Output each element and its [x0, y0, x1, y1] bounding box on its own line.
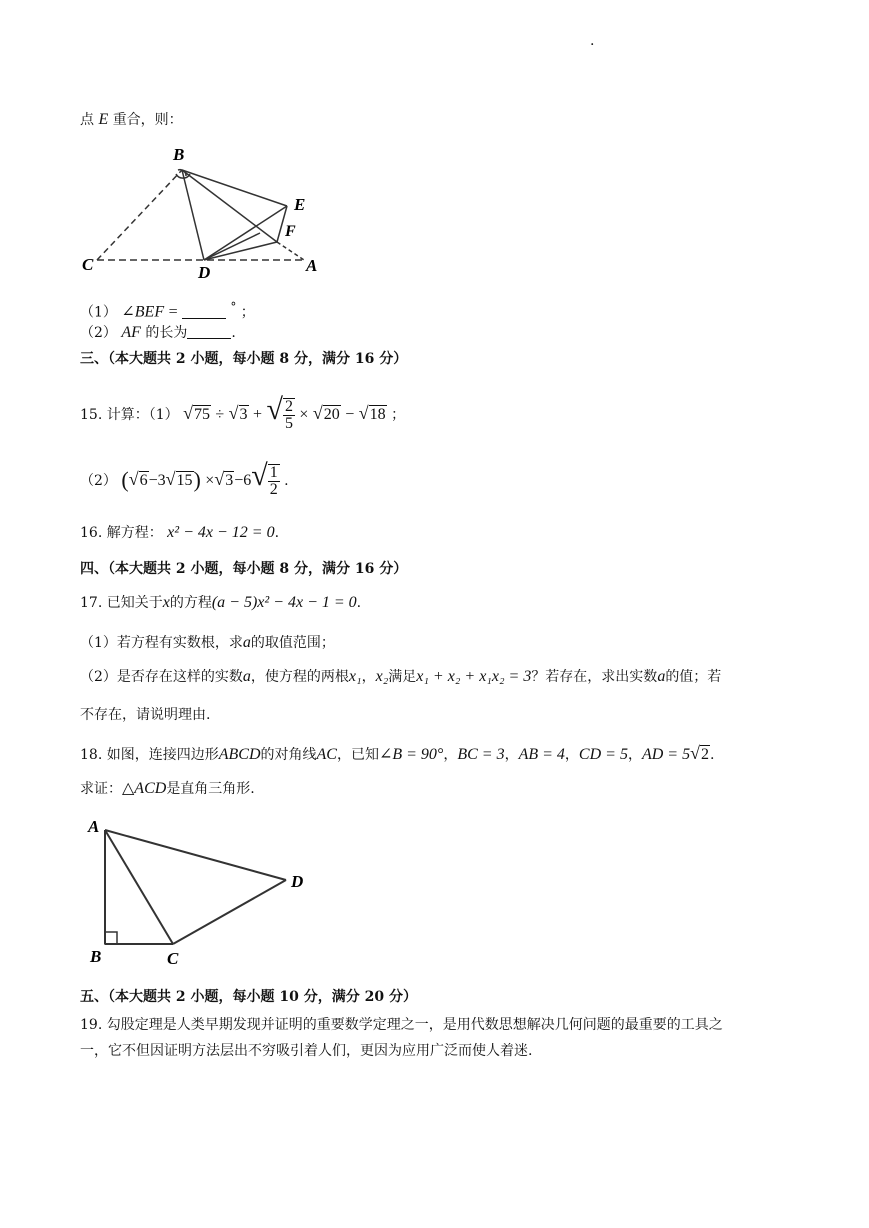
q14-part1-unit: °: [230, 300, 237, 314]
q17-p1-post: 的取值范围；: [250, 635, 335, 651]
q18-sep: ，: [443, 747, 458, 763]
q14-part2-num: （2）: [80, 325, 117, 341]
q18-ab: AB = 4: [518, 746, 565, 763]
q14-part1-expr: ∠BEF: [121, 303, 165, 321]
q14-figure: [82, 140, 332, 280]
q15-p2-fnum: 1: [269, 464, 278, 481]
q14-tail-pre: 点: [80, 112, 94, 128]
sqrt-icon: √: [128, 469, 139, 489]
fig14-label-b: B: [173, 145, 185, 164]
q16-end: .: [274, 525, 280, 541]
segment-df: [204, 242, 277, 260]
q17-p2-b: ，使方程的两根: [250, 669, 349, 685]
q16: [80, 524, 279, 542]
segment-ac: [105, 830, 173, 944]
q18-ad-rad: 2: [700, 746, 709, 763]
q14-stem-tail: [80, 111, 183, 129]
q15-p2-rp: ): [193, 467, 201, 492]
q17-stem-var: x: [162, 594, 170, 611]
fig14-label-d: D: [198, 263, 211, 280]
q15-label: 15. 计算：（1）: [80, 407, 179, 423]
q15-p2-r2: 15: [176, 472, 193, 489]
q18-angle: ∠B = 90°: [378, 746, 444, 763]
q15-p2-fden: 2: [269, 481, 278, 498]
fig14-label-f: F: [285, 223, 296, 240]
q17-stem-eq: (a − 5)x² − 4x − 1 = 0: [211, 594, 357, 611]
sqrt-icon: √: [266, 393, 283, 426]
q17-stem-mid: 的方程: [169, 595, 212, 611]
sqrt-icon: √: [183, 403, 193, 423]
q15-part2: [80, 456, 289, 501]
q15-p1-minus: −: [345, 406, 355, 423]
q15-p1-r2: 3: [239, 406, 248, 423]
q19-line2: 一，它不但因证明方法层出不穷吸引着人们，更因为应用广泛而使人着迷.: [80, 1043, 533, 1059]
q18-ad: AD = 5: [641, 746, 691, 763]
q18-line2: [80, 780, 255, 798]
q18-tri: △ACD: [122, 780, 167, 797]
q15-p1-r4: 18: [369, 406, 386, 423]
q17-stem: [80, 594, 361, 612]
q15-p1-times: ×: [299, 406, 309, 423]
q18-stem: [80, 744, 714, 764]
q18-c: ，已知: [336, 747, 379, 763]
fig18-label-d: D: [291, 872, 304, 891]
q18-quad: ABCD: [218, 746, 261, 763]
section-4-heading: 四、（本大题共 2 小题，每小题 8 分，满分 16 分）: [80, 561, 408, 577]
q18-line2-b: 是直角三角形.: [166, 781, 255, 797]
sqrt-icon: √: [251, 459, 268, 492]
q15-p1-fnum: 2: [284, 398, 293, 415]
fig14-label-a: A: [306, 256, 318, 275]
q14-tail-var: E: [98, 111, 109, 128]
q19-line1: 19. 勾股定理是人类早期发现并证明的重要数学定理之一，是用代数思想解决几何问题的最重要的工具之: [80, 1017, 723, 1033]
sqrt-icon: √: [228, 403, 239, 423]
sqrt-icon: √: [358, 403, 369, 423]
right-angle-mark: [105, 932, 117, 944]
q17-p1-pre: （1）若方程有实数根，求: [80, 635, 243, 651]
q14-part2-end: .: [231, 325, 236, 341]
q18-end: .: [709, 747, 715, 763]
q16-equation: x² − 4x − 12 = 0: [167, 524, 275, 541]
q15-p1-end: ；: [391, 407, 406, 423]
q17-p2-x2: x₂: [375, 668, 389, 685]
q15-p2-end: .: [284, 473, 289, 489]
q17-part2: [80, 668, 721, 686]
q15-p2-r3: 3: [225, 472, 234, 489]
q18-bc: BC = 3: [457, 746, 505, 763]
q14-part1: [80, 298, 255, 322]
q17-part2-line2: 不存在，请说明理由.: [80, 707, 211, 723]
answer-blank: [187, 324, 231, 339]
q17-p2-a: （2）是否存在这样的实数: [80, 669, 243, 685]
q15-p1-div: ÷: [215, 406, 225, 423]
q15-p2-minus2: −6: [234, 472, 252, 489]
q17-p2-sep: ，: [361, 669, 376, 685]
q18-b: 的对角线: [260, 747, 317, 763]
q14-part1-num: （1）: [80, 304, 117, 321]
segment-de: [204, 206, 287, 260]
answer-blank: [182, 304, 226, 319]
segment-cb-dashed: [97, 170, 182, 260]
fig18-label-a: A: [88, 817, 100, 836]
section-3-heading: 三、（本大题共 2 小题，每小题 8 分，满分 16 分）: [80, 351, 408, 367]
section-5-heading: 五、（本大题共 2 小题，每小题 10 分，满分 20 分）: [80, 989, 417, 1005]
sqrt-icon: √: [312, 403, 323, 423]
fig18-label-b: B: [90, 947, 102, 966]
q15-p2-r1: 6: [139, 472, 148, 489]
q14-tail-post: 重合，则：: [112, 112, 183, 128]
q15-p2-times: ×: [205, 472, 215, 489]
fig14-label-c: C: [82, 255, 94, 274]
q15-p2-lp: (: [121, 467, 129, 492]
q15-p2-num: （2）: [80, 473, 117, 489]
sqrt-icon: √: [214, 469, 225, 489]
segment-be: [182, 170, 287, 206]
q17-p2-c: 满足: [388, 669, 417, 685]
segment-ad: [105, 830, 286, 880]
q15-p2-minus1: −3: [148, 472, 166, 489]
q17-p2-e: 的值；若: [665, 669, 722, 685]
fig18-label-c: C: [167, 949, 179, 968]
q15-p1-r3: 20: [323, 406, 340, 423]
q15-p1-r1: 75: [193, 406, 210, 423]
q18-sep: ，: [627, 747, 642, 763]
q18-line2-a: 求证：: [80, 781, 122, 797]
q14-part2: [80, 324, 236, 342]
q14-part2-text: 的长为: [145, 325, 188, 341]
header-dot: .: [590, 33, 595, 49]
q17-part1: [80, 634, 335, 652]
q14-part2-var: AF: [121, 324, 141, 341]
q18-diag: AC: [316, 746, 337, 763]
q17-p2-x1: x₁: [348, 668, 362, 685]
sqrt-icon: √: [690, 743, 700, 763]
q15-part1: [80, 392, 405, 433]
q17-p2-var-a: a: [242, 668, 251, 685]
q14-part1-end: ；: [240, 304, 255, 321]
q15-p1-fden: 5: [284, 415, 293, 432]
q17-stem-end: .: [356, 595, 362, 611]
q18-figure: [86, 812, 316, 972]
q17-stem-pre: 17. 已知关于: [80, 595, 163, 611]
fig14-label-e: E: [294, 195, 306, 214]
q18-a: 18. 如图，连接四边形: [80, 747, 219, 763]
q14-part1-eq: =: [168, 303, 178, 321]
q16-label: 16. 解方程：: [80, 525, 163, 541]
q17-p2-d: ？若存在，求出实数: [531, 669, 658, 685]
q17-p2-eq: x₁ + x₂ + x₁x₂ = 3: [416, 668, 532, 685]
segment-cd: [173, 880, 286, 944]
q18-sep: ，: [564, 747, 579, 763]
segment-inner: [204, 233, 260, 260]
q18-sep: ，: [504, 747, 519, 763]
q17-p1-var: a: [242, 634, 251, 651]
q18-cd: CD = 5: [578, 746, 628, 763]
q17-p2-var-a2: a: [657, 668, 666, 685]
q15-p1-plus: +: [253, 406, 263, 423]
sqrt-icon: √: [165, 469, 176, 489]
segment-fa-dashed: [277, 242, 304, 260]
